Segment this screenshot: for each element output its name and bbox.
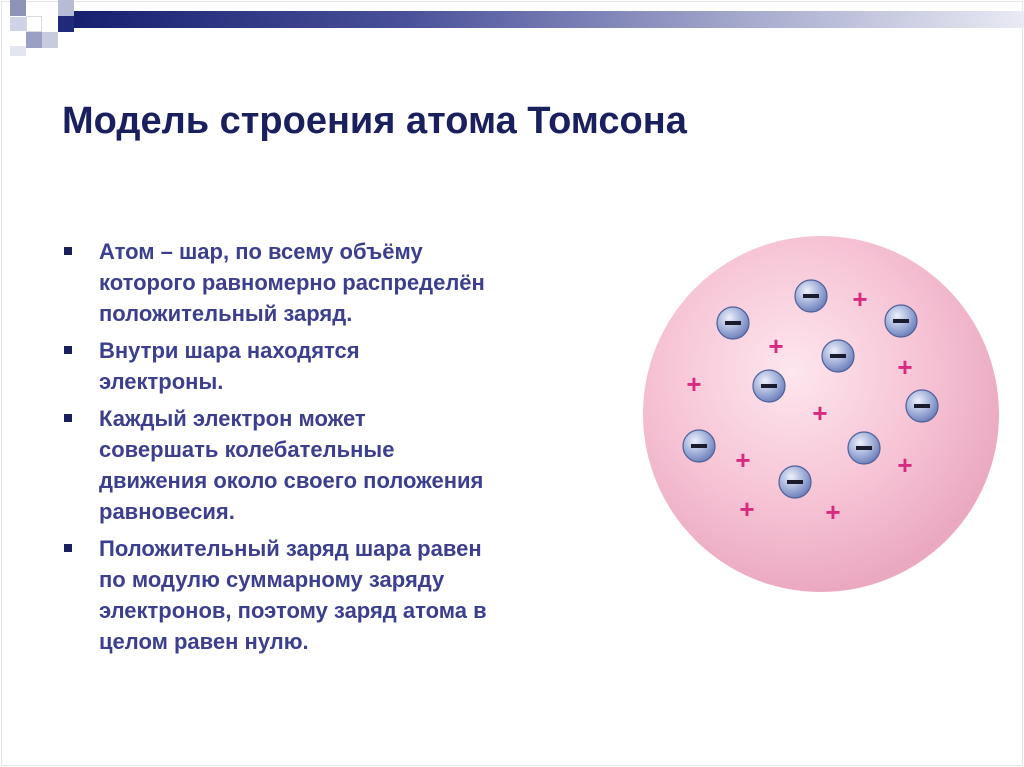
decorative-square xyxy=(58,0,74,16)
electron xyxy=(885,305,917,337)
slide-title: Модель строения атома Томсона xyxy=(62,100,687,142)
bullet-square-icon xyxy=(64,247,72,255)
positive-charge: + xyxy=(897,450,913,480)
bullet-square-icon xyxy=(64,346,72,354)
electron xyxy=(683,430,715,462)
bullet-item xyxy=(62,335,622,397)
minus-sign xyxy=(893,319,909,323)
positive-charge: + xyxy=(739,494,755,524)
decorative-square xyxy=(10,0,26,16)
decorative-square xyxy=(58,16,74,32)
decorative-square xyxy=(10,17,26,31)
positive-charge: + xyxy=(852,284,868,314)
positive-charge: + xyxy=(686,369,702,399)
thomson-atom-illustration xyxy=(640,232,1000,592)
electron xyxy=(848,432,880,464)
decorative-square xyxy=(26,16,42,32)
decorative-square xyxy=(10,46,26,56)
bullet-text: Атом – шар, по всему объёму которого равномерно распределён положительный заряд. xyxy=(99,239,485,326)
minus-sign xyxy=(914,404,930,408)
positive-charge: + xyxy=(825,497,841,527)
electron xyxy=(779,466,811,498)
minus-sign xyxy=(856,446,872,450)
positive-charge: + xyxy=(735,445,751,475)
decorative-square xyxy=(42,32,58,48)
minus-sign xyxy=(787,480,803,484)
electron xyxy=(795,280,827,312)
minus-sign xyxy=(830,354,846,358)
bullet-square-icon xyxy=(64,544,72,552)
bullet-item xyxy=(62,403,622,527)
minus-sign xyxy=(803,294,819,298)
positive-charge: + xyxy=(768,331,784,361)
decorative-square xyxy=(26,32,42,48)
positive-charge: + xyxy=(897,352,913,382)
minus-sign xyxy=(761,384,777,388)
bullet-item xyxy=(62,236,622,329)
bullet-text: Внутри шара находятся электроны. xyxy=(99,338,360,394)
bullet-text: Каждый электрон может совершать колебательные движения около своего положения равновесия. xyxy=(99,406,484,524)
electron xyxy=(906,390,938,422)
electron xyxy=(753,370,785,402)
header-gradient-bar xyxy=(74,11,1024,28)
bullet-text: Положительный заряд шара равен по модулю суммарному заряду электронов, поэтому заряд атома в целом равен нулю. xyxy=(99,536,487,654)
positive-charge: + xyxy=(812,398,828,428)
minus-sign xyxy=(725,321,741,325)
electron xyxy=(717,307,749,339)
minus-sign xyxy=(691,444,707,448)
bullet-square-icon xyxy=(64,414,72,422)
electron xyxy=(822,340,854,372)
bullet-item xyxy=(62,533,622,657)
bullet-list xyxy=(62,236,622,663)
